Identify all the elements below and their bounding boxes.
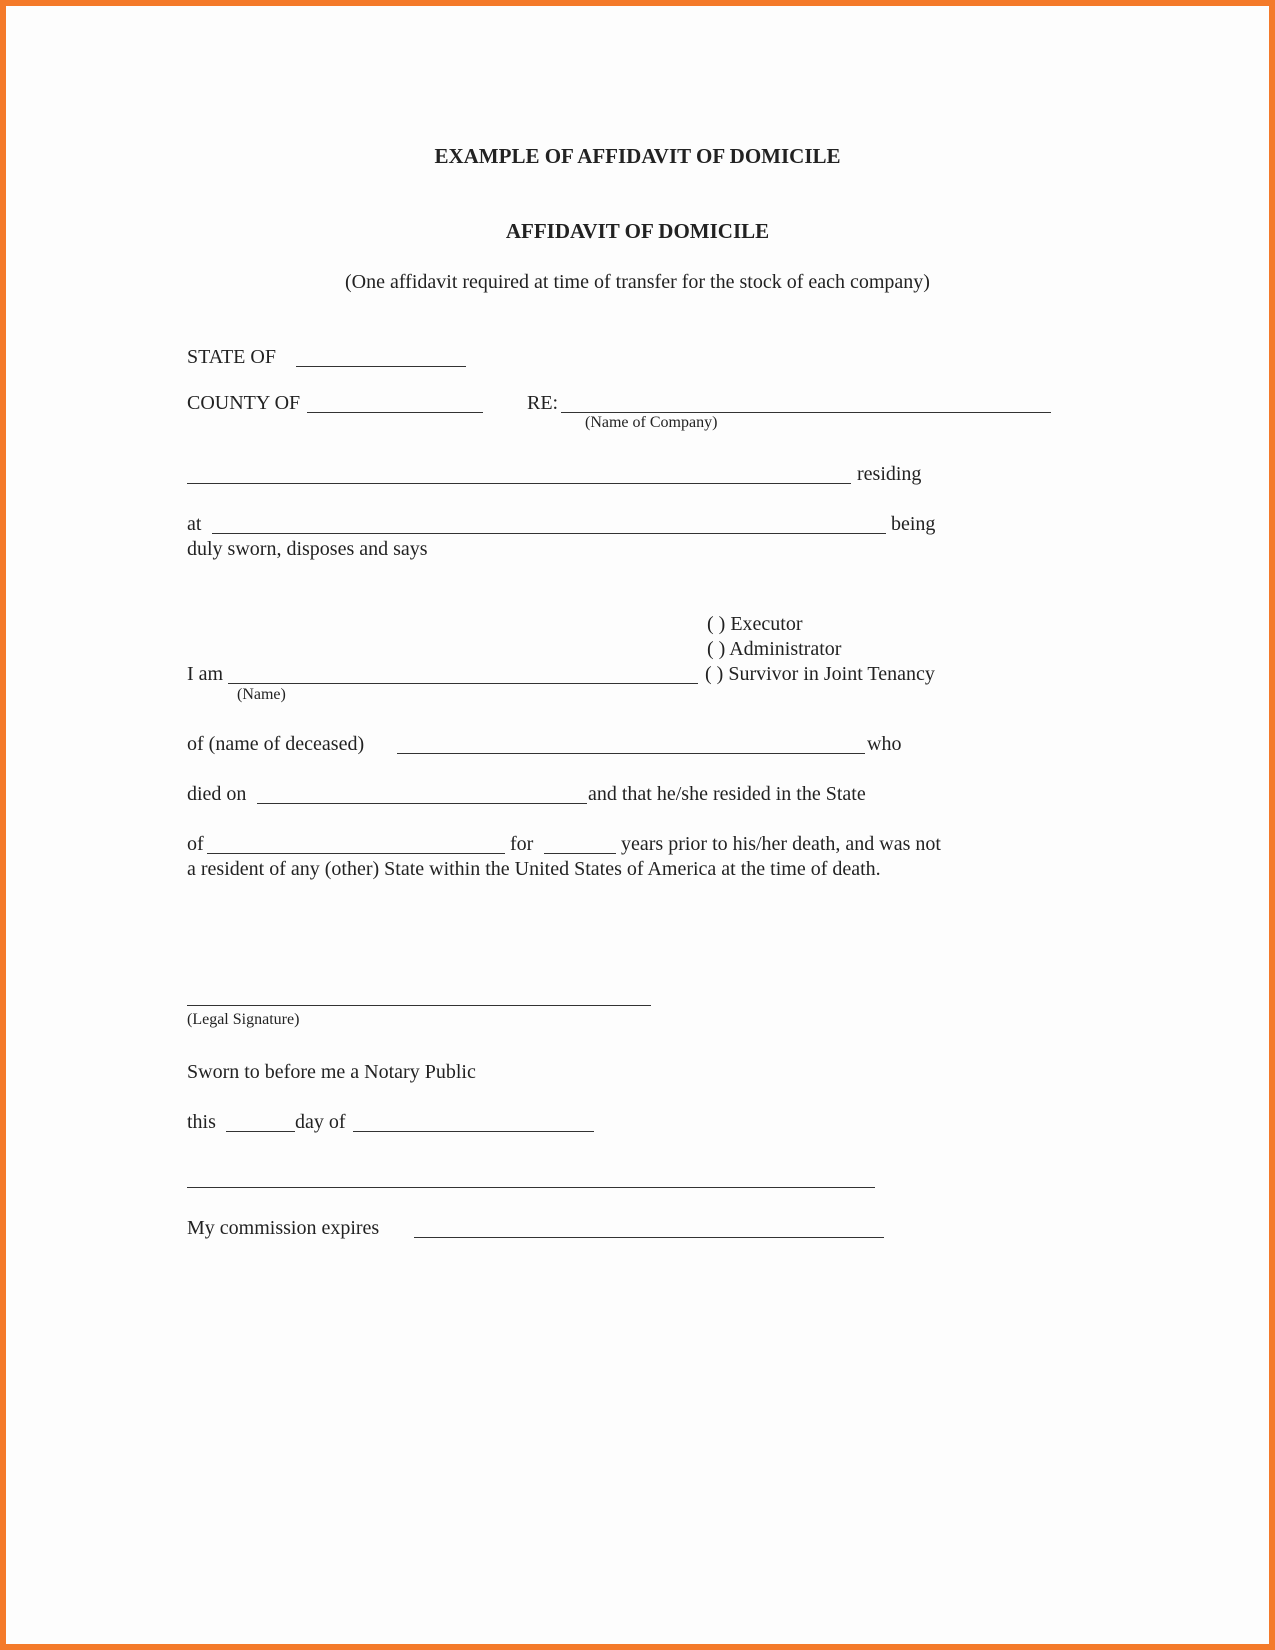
for-label: for (510, 833, 534, 855)
resident-text: a resident of any (other) State within the United States of America at the time of death. (187, 858, 881, 880)
re-label: RE: (527, 392, 559, 414)
company-caption: (Name of Company) (585, 414, 718, 431)
signature-caption: (Legal Signature) (187, 1011, 300, 1028)
county-label: COUNTY OF (187, 392, 301, 414)
this-label: this (187, 1111, 216, 1133)
deceased-label: of (name of deceased) (187, 733, 365, 755)
executor-option[interactable]: ( ) Executor (707, 613, 803, 635)
address-field[interactable] (212, 533, 886, 534)
being-label: being (891, 513, 936, 535)
day-of-label: day of (295, 1111, 346, 1133)
years-text: years prior to his/her death, and was not (621, 833, 941, 855)
sworn-text: duly sworn, disposes and says (187, 538, 428, 560)
years-field[interactable] (544, 853, 616, 854)
died-on-label: died on (187, 783, 247, 805)
at-label: at (187, 513, 202, 535)
county-field[interactable] (307, 412, 483, 413)
affiant-name-field[interactable] (187, 483, 851, 484)
day-field[interactable] (226, 1131, 295, 1132)
administrator-option[interactable]: ( ) Administrator (707, 638, 842, 660)
document-title: AFFIDAVIT OF DOMICILE (505, 219, 770, 243)
of-label: of (187, 833, 204, 855)
commission-expiry-field[interactable] (414, 1237, 884, 1238)
signature-field[interactable] (187, 1005, 651, 1006)
name-field[interactable] (228, 683, 698, 684)
who-label: who (867, 733, 902, 755)
residence-state-field[interactable] (207, 853, 505, 854)
name-caption: (Name) (237, 686, 286, 703)
notary-text: Sworn to before me a Notary Public (187, 1061, 476, 1083)
state-label: STATE OF (187, 346, 276, 368)
commission-label: My commission expires (187, 1217, 380, 1239)
company-name-field[interactable] (561, 412, 1051, 413)
month-year-field[interactable] (353, 1131, 594, 1132)
state-field[interactable] (296, 366, 466, 367)
notary-signature-field[interactable] (187, 1187, 875, 1188)
i-am-label: I am (187, 663, 224, 685)
document-subtitle: (One affidavit required at time of transfer for the stock of each company) (345, 271, 930, 293)
deceased-name-field[interactable] (397, 753, 865, 754)
survivor-option[interactable]: ( ) Survivor in Joint Tenancy (705, 663, 935, 685)
residing-label: residing (857, 463, 922, 485)
death-date-field[interactable] (257, 803, 587, 804)
document-heading: EXAMPLE OF AFFIDAVIT OF DOMICILE (434, 144, 841, 168)
resided-text: and that he/she resided in the State (588, 783, 866, 805)
